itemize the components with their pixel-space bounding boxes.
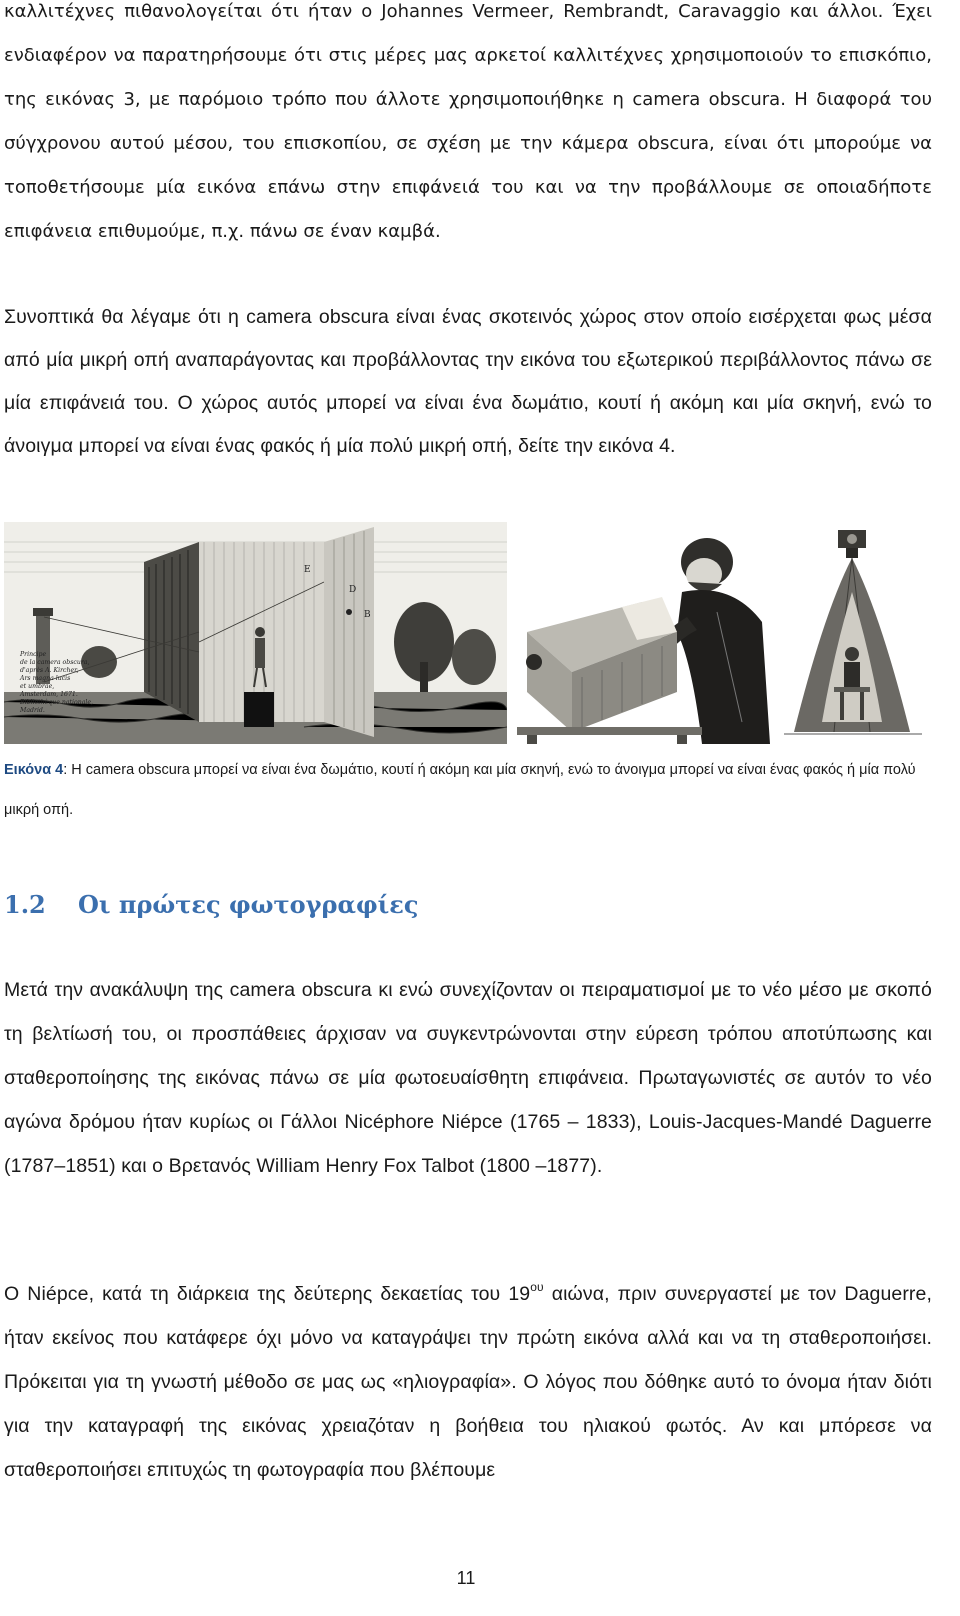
paragraph-niepce: [4, 1272, 932, 1492]
engraving-caption-line: Madrid.: [20, 707, 45, 714]
figure-caption-label: Εικόνα 4: [4, 762, 64, 778]
paragraph-camera-obscura-summary: Συνοπτικά θα λέγαμε ότι η camera obscura είναι ένας σκοτεινός χώρος στον οποίο εισέρχεται φως μέσα από μία μικρή οπή αναπαράγοντας και προβάλλοντας την εικόνα του εξωτερικού περιβάλλοντος πάνω σε μία επιφάνειά του. Ο χώρος αυτός μπορεί να είναι ένα δωμάτιο, κουτί ή ακόμη και μία σκηνή, ενώ το άνοιγμα μπορεί να είναι ένας φακός ή μία πολύ μικρή οπή, δείτε την εικόνα 4.: [4, 306, 932, 457]
engraving-caption-line: Ars magna lucis: [20, 675, 71, 682]
figure-caption: [4, 750, 932, 830]
man-tracing-box-camera-image: [512, 522, 770, 744]
section-number: 1.2: [4, 890, 46, 919]
engraving-caption-line: de la camera obscura,: [20, 659, 90, 666]
svg-text:E: E: [304, 565, 311, 575]
paragraph-early-photography: Μετά την ανακάλυψη της camera obscura κι ενώ συνεχίζονταν οι πειραματισμοί με το νέο μέσο με σκοπό τη βελτίωσή του, οι προσπάθειες άρχισαν να συγκεντρώνονται στην εύρεση τρόπου αποτύπωσης και σταθεροποίησης της εικόνας πάνω σε μία φωτοευαίσθητη επιφάνεια. Πρωταγωνιστές σε αυτόν το νέο αγώνα δρόμου ήταν κυρίως οι Γάλλοι Nicéphore Niépce (1765 – 1833), Louis-Jacques-Mandé Daguerre (1787–1851) και ο Βρετανός William Henry Fox Talbot (1800 –1877).: [4, 979, 932, 1177]
engraving-room-camera-obscura-image: [4, 522, 507, 744]
section-title: Οι πρώτες φωτογραφίες: [78, 890, 419, 919]
century-superscript: ου: [530, 1280, 544, 1294]
engraving-caption-line: Bibliothèque nationale,: [20, 699, 94, 706]
section-heading: [4, 890, 419, 919]
page-number: 11: [456, 1568, 476, 1588]
paragraph-niepce-part2: αιώνα, πριν συνεργαστεί με τον Daguerre, ήταν εκείνος που κατάφερε όχι μόνο να καταγράψει την πρώτη εικόνα αλλά και να τη σταθεροποιήσει. Πρόκειται για τη γνωστή μέθοδο σε μας ως «ηλιογραφία». Ο λόγος που δόθηκε αυτό το όνομα ήταν διότι για την καταγραφή της εικόνας χρειαζόταν η βοήθεια του ηλιακού φωτός. Αν και μπόρεσε να σταθεροποιήσει επιτυχώς τη φωτογραφία που βλέπουμε: [4, 1283, 932, 1481]
engraving-caption-line: Principe: [20, 651, 47, 658]
figure-caption-text: : Η camera obscura μπορεί να είναι ένα δωμάτιο, κουτί ή ακόμη και μία σκηνή, ενώ το άνοιγμα μπορεί να είναι ένας φακός ή μία πολύ μικρή οπή.: [4, 762, 916, 818]
tent-camera-obscura-image: [774, 522, 932, 744]
engraving-caption-line: d'après A. Kircher,: [20, 667, 79, 674]
paragraph-epidiascope: καλλιτέχνες πιθανολογείται ότι ήταν ο Johannes Vermeer, Rembrandt, Caravaggio και άλλοι. Έχει ενδιαφέρον να παρατηρήσουμε ότι στις μέρες μας αρκετοί καλλιτέχνες χρησιμοποιούν το επισκόπιο, της εικόνας 3, με παρόμοιο τρόπο που άλλοτε χρησιμοποιήθηκε η camera obscura. Η διαφορά του σύγχρονου αυτού μέσου, του επισκοπίου, σε σχέση με την κάμερα obscura, είναι ότι μπορούμε να τοποθετήσουμε μία εικόνα επάνω στην επιφάνειά του και να την προβάλλουμε σε οποιαδήποτε επιφάνεια επιθυμούμε, π.χ. πάνω σε έναν καμβά.: [4, 1, 932, 242]
figure-camera-obscura: [4, 522, 932, 744]
paragraph-niepce-part1: Ο Niépce, κατά τη διάρκεια της δεύτερης δεκαετίας του 19: [4, 1283, 531, 1305]
svg-text:B: B: [364, 610, 371, 620]
engraving-caption-line: et umbrae,: [20, 683, 55, 690]
engraving-caption-line: Amsterdam, 1671.: [20, 691, 78, 698]
svg-text:D: D: [349, 585, 357, 595]
